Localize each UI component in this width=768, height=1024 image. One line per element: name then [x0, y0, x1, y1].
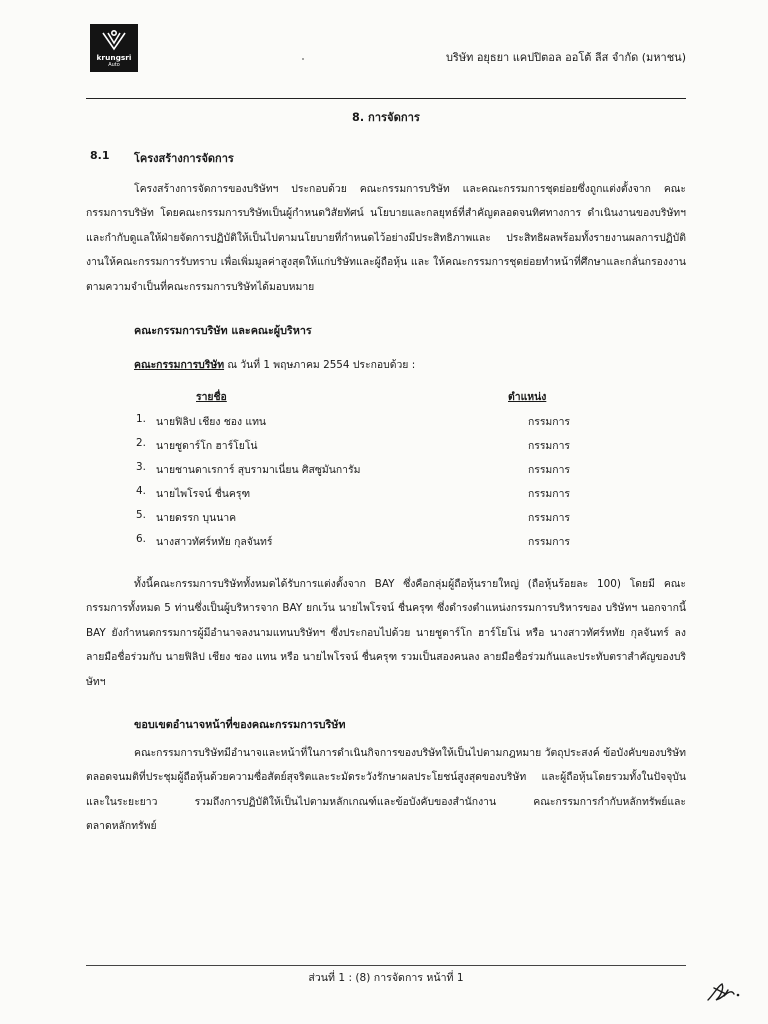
scope-paragraph: คณะกรรมการบริษัทมีอำนาจและหน้าที่ในการดำเนินกิจการของบริษัทให้เป็นไปตามกฎหมาย วัตถุประสงค์ ข้อบังคับของบริษัท ตลอดจนมติที่ประชุมผู้ถือหุ้นด้วยความซื่อสัตย์สุจริตและระมัดระวังรักษาผลประโยชน์สูงสุดของบริษัท และผู้ถือหุ้นโดยรวมทั้งในปัจจุบันและในระยะยาว รวมถึงการปฏิบัติให้เป็นไปตามหลักเกณฑ์และข้อบังคับของสำนักงาน คณะกรรมการกำกับหลักทรัพย์และตลาดหลักทรัพย์ [86, 747, 686, 833]
director-number: 4. [136, 485, 146, 497]
header-rule [86, 98, 686, 99]
scan-speck [302, 58, 304, 60]
board-intro-label: คณะกรรมการบริษัท [134, 359, 225, 371]
director-name: นางสาวทัศร์หทัย กุลจันทร์ [156, 536, 273, 548]
director-name: นายฟิลิป เชียง ชอง แทน [156, 416, 267, 428]
director-name: นายไพโรจน์ ชื่นครุฑ [156, 488, 251, 500]
column-header-position: ตำแหน่ง [508, 391, 547, 403]
director-position: กรรมการ [527, 536, 570, 548]
section-number: 8.1 [90, 149, 110, 162]
director-row [136, 461, 576, 481]
krungsri-elephant-icon [100, 29, 128, 53]
board-heading: คณะกรรมการบริษัท และคณะผู้บริหาร [134, 324, 312, 337]
column-header-name: รายชื่อ [196, 391, 227, 403]
director-row [136, 485, 576, 505]
board-appointment-paragraph: ทั้งนี้คณะกรรมการบริษัททั้งหมดได้รับการแต่งตั้งจาก BAY ซึ่งคือกลุ่มผู้ถือหุ้นรายใหญ่ (ถือหุ้นร้อยละ 100) โดยมี คณะกรรมการทั้งหมด 5 ท่านซึ่งเป็นผู้บริหารจาก BAY ยกเว้น นายไพโรจน์ ชื่นครุฑ ซึ่งดำรงตำแหน่งกรรมการบริหารของ บริษัทฯ นอกจากนี้ BAY ยังกำหนดกรรมการผู้มีอำนาจลงนามแทนบริษัทฯ ซึ่งประกอบไปด้วย นายชูดาร์โก ฮาร์โยโน่ หรือ นางสาวทัศร์หทัย กุลจันทร์ ลงลายมือชื่อร่วมกับ นายฟิลิป เชียง ชอง แทน หรือ นายไพโรจน์ ชื่นครุฑ รวมเป็นสองคนลง ลายมือชื่อร่วมกันและประทับตราสำคัญของบริษัทฯ [86, 578, 686, 688]
structure-paragraph: โครงสร้างการจัดการของบริษัทฯ ประกอบด้วย คณะกรรมการบริษัท และคณะกรรมการชุดย่อยซึ่งถูกแต่งตั้งจาก คณะกรรมการบริษัท โดยคณะกรรมการบริษัทเป็นผู้กำหนดวิสัยทัศน์ นโยบายและกลยุทธ์ที่สำคัญตลอดจนทิศทางการ ดำเนินงานของบริษัทฯ และกำกับดูแลให้ฝ่ายจัดการปฏิบัติให้เป็นไปตามนโยบายที่กำหนดไว้อย่างมีประสิทธิภาพและ ประสิทธิผลพร้อมทั้งรายงานผลการปฏิบัติงานให้คณะกรรมการรับทราบ เพื่อเพิ่มมูลค่าสูงสุดให้แก่บริษัทและผู้ถือหุ้น และ ให้คณะกรรมการชุดย่อยทำหน้าที่ศึกษาและกลั่นกรองงานตามความจำเป็นที่คณะกรรมการบริษัทได้มอบหมาย [86, 183, 686, 293]
director-position: กรรมการ [527, 416, 570, 428]
board-intro-text: ณ วันที่ 1 พฤษภาคม 2554 ประกอบด้วย : [224, 359, 416, 371]
company-name: บริษัท อยุธยา แคปปิตอล ออโต้ ลีส จำกัด (มหาชน) [445, 51, 686, 64]
footer-rule [86, 965, 686, 966]
handwritten-initial-signature [704, 974, 744, 1008]
logo-brand-text: krungsri [96, 53, 132, 62]
director-number: 3. [136, 461, 146, 473]
director-number: 1. [136, 413, 146, 425]
director-position: กรรมการ [527, 488, 570, 500]
director-number: 5. [136, 509, 146, 521]
director-name: นายดรรก บุนนาค [156, 512, 237, 524]
krungsri-auto-logo [90, 24, 138, 72]
director-name: นายชานดาเรการ์ สุบรามาเนี่ยน ศิสซูมันการัม [156, 464, 361, 476]
director-row [136, 413, 576, 433]
page-title: 8. การจัดการ [352, 111, 420, 124]
section-title: โครงสร้างการจัดการ [134, 152, 234, 165]
logo-sub-text: Auto [108, 62, 120, 68]
director-position: กรรมการ [527, 464, 570, 476]
director-row [136, 533, 576, 553]
board-intro [134, 356, 415, 373]
page-footer: ส่วนที่ 1 : (8) การจัดการ หน้าที่ 1 [308, 972, 464, 984]
director-position: กรรมการ [527, 512, 570, 524]
scope-heading: ขอบเขตอำนาจหน้าที่ของคณะกรรมการบริษัท [134, 718, 346, 731]
director-row [136, 509, 576, 529]
director-name: นายชูดาร์โก ฮาร์โยโน่ [156, 440, 258, 452]
director-position: กรรมการ [527, 440, 570, 452]
director-number: 2. [136, 437, 146, 449]
director-number: 6. [136, 533, 146, 545]
director-row [136, 437, 576, 457]
